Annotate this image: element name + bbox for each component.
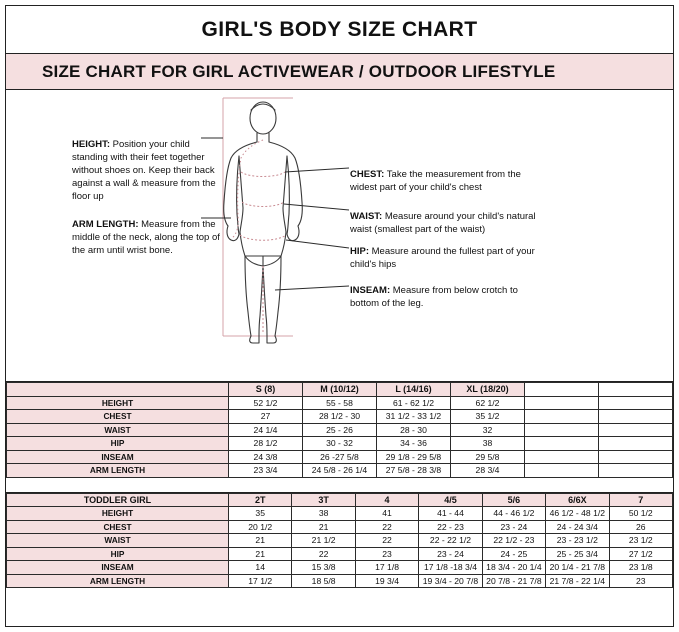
table-row	[7, 423, 673, 437]
table-cell	[599, 396, 673, 410]
column-header: 2T	[229, 493, 292, 507]
note-chest-label: CHEST:	[350, 169, 385, 180]
table-cell: 28 - 30	[377, 423, 451, 437]
table-cell	[599, 464, 673, 478]
table-cell: 24 1/4	[229, 423, 303, 437]
title-bar	[6, 6, 673, 54]
table-cell: 34 - 36	[377, 437, 451, 451]
table-cell: 21	[229, 547, 292, 561]
table-cell: 29 5/8	[451, 450, 525, 464]
table-cell: 31 1/2 - 33 1/2	[377, 410, 451, 424]
note-waist	[350, 210, 548, 236]
note-chest-text: Take the measurement from the widest part of your child's chest	[350, 169, 521, 193]
table-cell: 35 1/2	[451, 410, 525, 424]
table-cell: 20 1/2	[229, 520, 292, 534]
table-row	[7, 520, 673, 534]
table-cell: 18 5/8	[292, 574, 355, 588]
note-arm-length-text: Measure from the middle of the neck, along the top of the arm until wrist bone.	[72, 219, 220, 256]
table-cell: 44 - 46 1/2	[482, 507, 545, 521]
table-cell: 62 1/2	[451, 396, 525, 410]
table-cell: 52 1/2	[229, 396, 303, 410]
note-arm-length	[72, 218, 220, 257]
table-row	[7, 437, 673, 451]
table-row	[7, 561, 673, 575]
table-corner-label: TODDLER GIRL	[7, 493, 229, 507]
table-cell: 32	[451, 423, 525, 437]
table-cell	[599, 410, 673, 424]
table-row	[7, 574, 673, 588]
table-cell: 21	[229, 534, 292, 548]
table-row	[7, 507, 673, 521]
table-row	[7, 410, 673, 424]
table-cell	[599, 437, 673, 451]
table-header-row	[7, 383, 673, 397]
column-header: XL (18/20)	[451, 383, 525, 397]
table-cell	[525, 464, 599, 478]
column-header: 4	[355, 493, 418, 507]
table-cell	[599, 423, 673, 437]
column-header	[525, 383, 599, 397]
table-cell: 24 5/8 - 26 1/4	[303, 464, 377, 478]
table-divider	[6, 478, 673, 493]
table-cell: 23 1/2	[609, 534, 672, 548]
table-cell: 22	[355, 534, 418, 548]
table-cell: 23 - 24	[419, 547, 482, 561]
table-cell: 17 1/8	[355, 561, 418, 575]
table-cell: 23	[355, 547, 418, 561]
table-cell: 21 1/2	[292, 534, 355, 548]
page-title: GIRL'S BODY SIZE CHART	[201, 17, 478, 41]
row-label: HEIGHT	[7, 507, 229, 521]
table-cell: 26	[609, 520, 672, 534]
note-hip	[350, 245, 538, 271]
note-height	[72, 138, 218, 203]
row-label: ARM LENGTH	[7, 574, 229, 588]
table-cell: 30 - 32	[303, 437, 377, 451]
table-cell: 19 3/4	[355, 574, 418, 588]
table-cell: 27	[229, 410, 303, 424]
table-cell: 22	[292, 547, 355, 561]
table-cell: 27 5/8 - 28 3/8	[377, 464, 451, 478]
row-label: WAIST	[7, 534, 229, 548]
column-header: S (8)	[229, 383, 303, 397]
table-row	[7, 396, 673, 410]
note-inseam-label: INSEAM:	[350, 285, 391, 296]
table-cell: 21 7/8 - 22 1/4	[546, 574, 609, 588]
table-cell: 24 - 24 3/4	[546, 520, 609, 534]
table-cell	[525, 450, 599, 464]
row-label: HIP	[7, 437, 229, 451]
column-header: M (10/12)	[303, 383, 377, 397]
table-cell: 20 1/4 - 21 7/8	[546, 561, 609, 575]
girl-figure-illustration	[201, 90, 491, 382]
column-header: 7	[609, 493, 672, 507]
note-chest	[350, 168, 538, 194]
row-label: INSEAM	[7, 561, 229, 575]
table-row	[7, 547, 673, 561]
chart-frame	[5, 5, 674, 627]
row-label: CHEST	[7, 410, 229, 424]
note-inseam-text: Measure from below crotch to bottom of the leg.	[350, 285, 518, 309]
table-cell: 22 1/2 - 23	[482, 534, 545, 548]
table-cell: 18 3/4 - 20 1/4	[482, 561, 545, 575]
table-row	[7, 464, 673, 478]
table-cell: 24 - 25	[482, 547, 545, 561]
table-cell: 25 - 26	[303, 423, 377, 437]
note-hip-label: HIP:	[350, 246, 369, 257]
table-cell: 14	[229, 561, 292, 575]
table-corner-label	[7, 383, 229, 397]
column-header: 4/5	[419, 493, 482, 507]
table-cell: 21	[292, 520, 355, 534]
table-cell: 17 1/8 -18 3/4	[419, 561, 482, 575]
table-cell: 41	[355, 507, 418, 521]
table-cell: 26 -27 5/8	[303, 450, 377, 464]
measurement-diagram	[6, 90, 673, 382]
table-cell: 28 3/4	[451, 464, 525, 478]
toddler-size-table-section	[6, 493, 673, 589]
row-label: HEIGHT	[7, 396, 229, 410]
table-cell: 29 1/8 - 29 5/8	[377, 450, 451, 464]
column-header: 6/6X	[546, 493, 609, 507]
table-cell: 55 - 58	[303, 396, 377, 410]
table-cell: 24 3/8	[229, 450, 303, 464]
table-cell: 28 1/2	[229, 437, 303, 451]
table-cell: 22	[355, 520, 418, 534]
table-cell: 23	[609, 574, 672, 588]
note-arm-length-label: ARM LENGTH:	[72, 219, 139, 230]
table-header-row	[7, 493, 673, 507]
table-cell	[525, 396, 599, 410]
column-header	[599, 383, 673, 397]
table-cell: 22 - 23	[419, 520, 482, 534]
column-header: 5/6	[482, 493, 545, 507]
table-cell: 28 1/2 - 30	[303, 410, 377, 424]
table-cell: 38	[451, 437, 525, 451]
table-cell: 23 3/4	[229, 464, 303, 478]
note-waist-label: WAIST:	[350, 211, 383, 222]
table-cell: 61 - 62 1/2	[377, 396, 451, 410]
note-hip-text: Measure around the fullest part of your child's hips	[350, 246, 535, 270]
table-cell: 35	[229, 507, 292, 521]
note-height-text: Position your child standing with their feet together without shoes on. Keep their back against a wall & measure from the floor up	[72, 139, 216, 202]
girl-size-table	[6, 382, 673, 478]
subtitle-text: SIZE CHART FOR GIRL ACTIVEWEAR / OUTDOOR LIFESTYLE	[42, 61, 556, 81]
table-row	[7, 534, 673, 548]
table-cell: 25 - 25 3/4	[546, 547, 609, 561]
column-header: L (14/16)	[377, 383, 451, 397]
row-label: WAIST	[7, 423, 229, 437]
table-cell	[599, 450, 673, 464]
table-cell: 46 1/2 - 48 1/2	[546, 507, 609, 521]
table-cell: 19 3/4 - 20 7/8	[419, 574, 482, 588]
table-cell: 23 1/8	[609, 561, 672, 575]
girl-size-table-section	[6, 382, 673, 478]
note-height-label: HEIGHT:	[72, 139, 110, 150]
table-cell	[525, 410, 599, 424]
table-cell: 41 - 44	[419, 507, 482, 521]
table-cell: 38	[292, 507, 355, 521]
note-waist-text: Measure around your child's natural waist (smallest part of the waist)	[350, 211, 536, 235]
row-label: CHEST	[7, 520, 229, 534]
subtitle-bar	[6, 54, 673, 90]
row-label: HIP	[7, 547, 229, 561]
toddler-size-table	[6, 493, 673, 589]
note-inseam	[350, 284, 536, 310]
table-cell: 15 3/8	[292, 561, 355, 575]
table-cell: 27 1/2	[609, 547, 672, 561]
row-label: ARM LENGTH	[7, 464, 229, 478]
table-cell: 23 - 24	[482, 520, 545, 534]
row-label: INSEAM	[7, 450, 229, 464]
table-cell: 22 - 22 1/2	[419, 534, 482, 548]
table-cell: 20 7/8 - 21 7/8	[482, 574, 545, 588]
table-cell: 23 - 23 1/2	[546, 534, 609, 548]
column-header: 3T	[292, 493, 355, 507]
table-cell: 50 1/2	[609, 507, 672, 521]
table-cell	[525, 437, 599, 451]
table-cell: 17 1/2	[229, 574, 292, 588]
table-cell	[525, 423, 599, 437]
table-row	[7, 450, 673, 464]
